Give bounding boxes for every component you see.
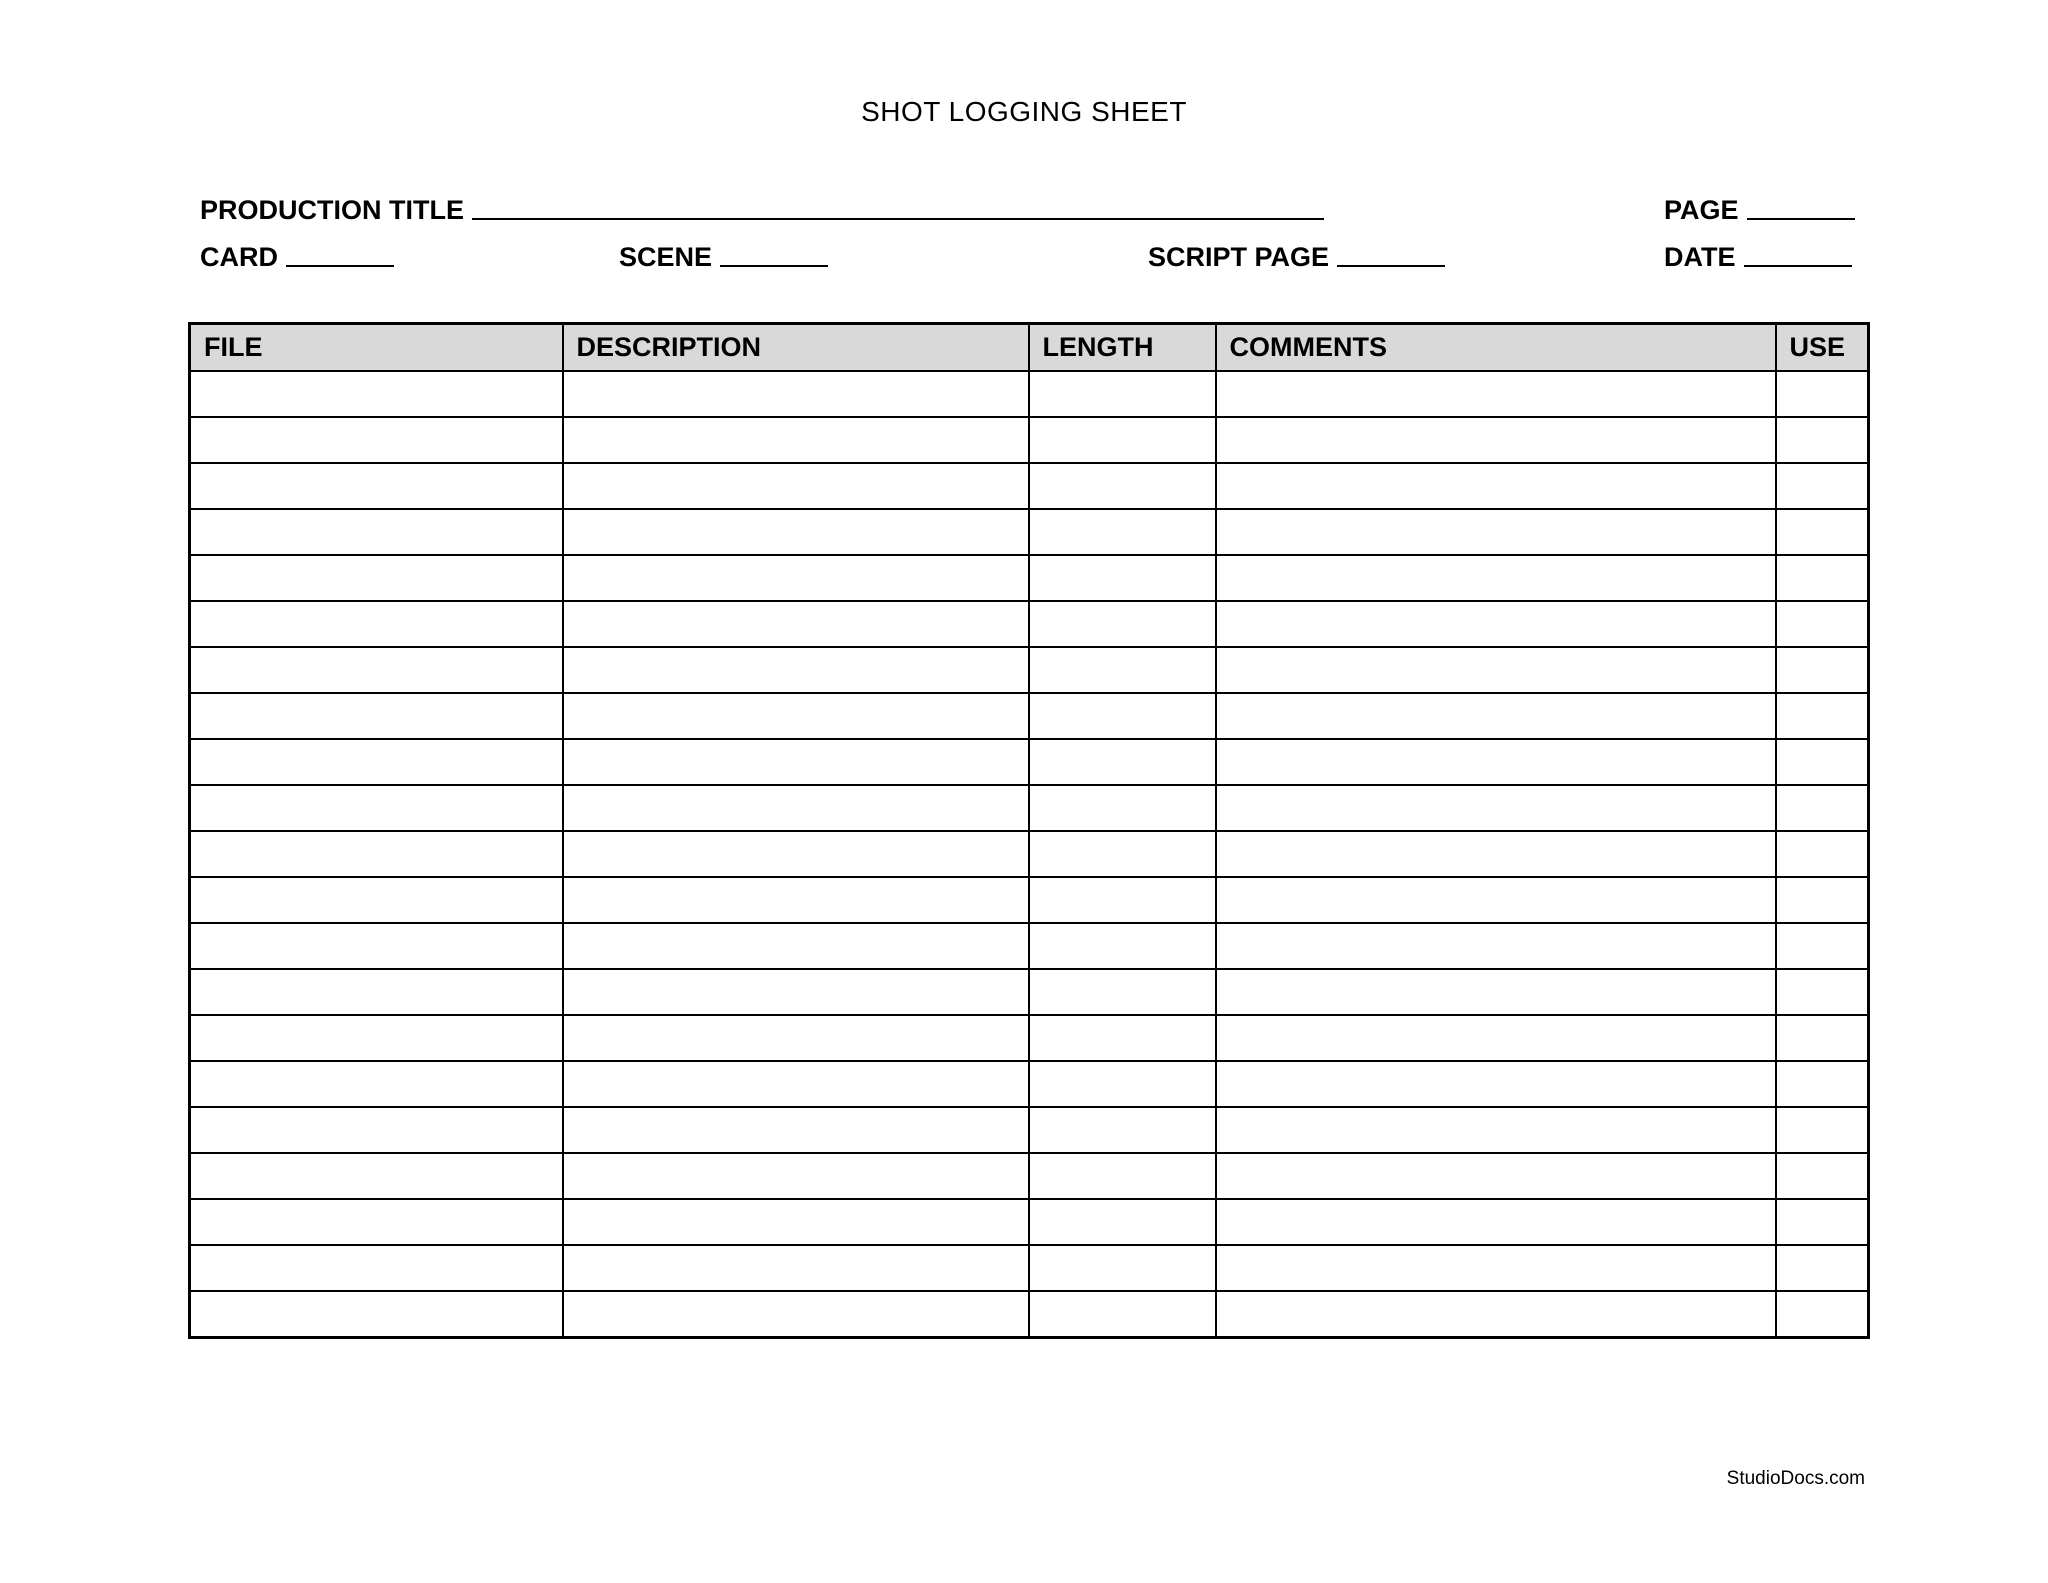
date-line[interactable] [1744, 239, 1852, 267]
cell-file[interactable] [190, 555, 563, 601]
production-title-line[interactable] [472, 192, 1324, 220]
cell-file[interactable] [190, 1061, 563, 1107]
table-row [190, 923, 1869, 969]
cell-description[interactable] [563, 739, 1029, 785]
cell-use[interactable] [1776, 1199, 1869, 1245]
cell-file[interactable] [190, 923, 563, 969]
cell-length[interactable] [1029, 371, 1216, 417]
table-row [190, 647, 1869, 693]
cell-comments[interactable] [1216, 1107, 1776, 1153]
cell-use[interactable] [1776, 601, 1869, 647]
cell-comments[interactable] [1216, 1291, 1776, 1338]
table-row [190, 555, 1869, 601]
cell-length[interactable] [1029, 877, 1216, 923]
cell-description[interactable] [563, 831, 1029, 877]
cell-description[interactable] [563, 693, 1029, 739]
cell-length[interactable] [1029, 923, 1216, 969]
cell-length[interactable] [1029, 1061, 1216, 1107]
table-row [190, 877, 1869, 923]
cell-use[interactable] [1776, 1061, 1869, 1107]
cell-length[interactable] [1029, 1199, 1216, 1245]
page-line[interactable] [1747, 192, 1855, 220]
cell-description[interactable] [563, 1199, 1029, 1245]
table-header-row [190, 324, 1869, 372]
cell-length[interactable] [1029, 831, 1216, 877]
cell-length[interactable] [1029, 739, 1216, 785]
cell-description[interactable] [563, 555, 1029, 601]
cell-description[interactable] [563, 463, 1029, 509]
cell-length[interactable] [1029, 463, 1216, 509]
script-page-field[interactable] [1148, 233, 1445, 273]
cell-file[interactable] [190, 1015, 563, 1061]
cell-use[interactable] [1776, 371, 1869, 417]
cell-description[interactable] [563, 417, 1029, 463]
table-body [190, 371, 1869, 1338]
scene-field[interactable] [619, 233, 828, 273]
document-title: SHOT LOGGING SHEET [861, 96, 1187, 127]
cell-use[interactable] [1776, 831, 1869, 877]
page-label: PAGE [1664, 195, 1739, 225]
cell-use[interactable] [1776, 1107, 1869, 1153]
table-row [190, 693, 1869, 739]
cell-length[interactable] [1029, 1245, 1216, 1291]
table-row [190, 1153, 1869, 1199]
cell-file[interactable] [190, 1291, 563, 1338]
cell-description[interactable] [563, 1107, 1029, 1153]
cell-comments[interactable] [1216, 877, 1776, 923]
cell-comments[interactable] [1216, 555, 1776, 601]
cell-description[interactable] [563, 601, 1029, 647]
cell-length[interactable] [1029, 785, 1216, 831]
table-row [190, 785, 1869, 831]
cell-description[interactable] [563, 1153, 1029, 1199]
cell-file[interactable] [190, 417, 563, 463]
table-row [190, 463, 1869, 509]
cell-length[interactable] [1029, 555, 1216, 601]
scene-line[interactable] [720, 239, 828, 267]
cell-description[interactable] [563, 923, 1029, 969]
production-title-label: PRODUCTION TITLE [200, 195, 464, 225]
cell-description[interactable] [563, 509, 1029, 555]
cell-description[interactable] [563, 371, 1029, 417]
cell-file[interactable] [190, 877, 563, 923]
cell-file[interactable] [190, 509, 563, 555]
cell-use[interactable] [1776, 417, 1869, 463]
cell-description[interactable] [563, 1245, 1029, 1291]
cell-file[interactable] [190, 647, 563, 693]
table-row [190, 831, 1869, 877]
cell-file[interactable] [190, 463, 563, 509]
cell-use[interactable] [1776, 877, 1869, 923]
table-row [190, 1061, 1869, 1107]
cell-file[interactable] [190, 969, 563, 1015]
cell-comments[interactable] [1216, 969, 1776, 1015]
cell-comments[interactable] [1216, 417, 1776, 463]
cell-comments[interactable] [1216, 463, 1776, 509]
cell-comments[interactable] [1216, 693, 1776, 739]
cell-length[interactable] [1029, 1291, 1216, 1338]
table-row [190, 601, 1869, 647]
table-row [190, 1291, 1869, 1338]
cell-use[interactable] [1776, 1245, 1869, 1291]
cell-use[interactable] [1776, 1291, 1869, 1338]
cell-comments[interactable] [1216, 1199, 1776, 1245]
cell-use[interactable] [1776, 923, 1869, 969]
cell-use[interactable] [1776, 785, 1869, 831]
column-header-use: USE [1776, 324, 1869, 372]
cell-length[interactable] [1029, 601, 1216, 647]
cell-comments[interactable] [1216, 831, 1776, 877]
cell-file[interactable] [190, 693, 563, 739]
cell-description[interactable] [563, 1015, 1029, 1061]
production-title-field[interactable] [200, 186, 1324, 226]
cell-description[interactable] [563, 877, 1029, 923]
cell-description[interactable] [563, 785, 1029, 831]
cell-description[interactable] [563, 969, 1029, 1015]
column-header-file: FILE [190, 324, 563, 372]
table-row [190, 509, 1869, 555]
cell-length[interactable] [1029, 647, 1216, 693]
page-field[interactable] [1664, 186, 1855, 226]
cell-comments[interactable] [1216, 371, 1776, 417]
cell-length[interactable] [1029, 509, 1216, 555]
cell-comments[interactable] [1216, 647, 1776, 693]
cell-file[interactable] [190, 371, 563, 417]
cell-file[interactable] [190, 785, 563, 831]
cell-use[interactable] [1776, 555, 1869, 601]
table-row [190, 969, 1869, 1015]
date-label: DATE [1664, 242, 1736, 272]
cell-file[interactable] [190, 739, 563, 785]
cell-length[interactable] [1029, 1107, 1216, 1153]
cell-length[interactable] [1029, 693, 1216, 739]
cell-use[interactable] [1776, 969, 1869, 1015]
cell-file[interactable] [190, 1199, 563, 1245]
cell-comments[interactable] [1216, 739, 1776, 785]
scene-label: SCENE [619, 242, 713, 272]
cell-comments[interactable] [1216, 923, 1776, 969]
cell-use[interactable] [1776, 1153, 1869, 1199]
cell-length[interactable] [1029, 1153, 1216, 1199]
cell-file[interactable] [190, 831, 563, 877]
cell-use[interactable] [1776, 647, 1869, 693]
cell-comments[interactable] [1216, 601, 1776, 647]
cell-comments[interactable] [1216, 1245, 1776, 1291]
cell-comments[interactable] [1216, 509, 1776, 555]
column-header-comments: COMMENTS [1216, 324, 1776, 372]
cell-file[interactable] [190, 1153, 563, 1199]
card-label: CARD [200, 242, 278, 272]
cell-length[interactable] [1029, 1015, 1216, 1061]
cell-description[interactable] [563, 1291, 1029, 1338]
cell-file[interactable] [190, 601, 563, 647]
cell-use[interactable] [1776, 739, 1869, 785]
script-page-label: SCRIPT PAGE [1148, 242, 1330, 272]
cell-length[interactable] [1029, 969, 1216, 1015]
cell-comments[interactable] [1216, 1015, 1776, 1061]
table-row [190, 1107, 1869, 1153]
card-line[interactable] [286, 239, 394, 267]
cell-comments[interactable] [1216, 1153, 1776, 1199]
cell-use[interactable] [1776, 463, 1869, 509]
cell-description[interactable] [563, 647, 1029, 693]
cell-comments[interactable] [1216, 785, 1776, 831]
cell-use[interactable] [1776, 693, 1869, 739]
table-row [190, 1245, 1869, 1291]
date-field[interactable] [1664, 233, 1852, 273]
column-header-length: LENGTH [1029, 324, 1216, 372]
cell-description[interactable] [563, 1061, 1029, 1107]
table-row [190, 739, 1869, 785]
cell-file[interactable] [190, 1107, 563, 1153]
table-row [190, 417, 1869, 463]
footer-credit: StudioDocs.com [1726, 1468, 1865, 1489]
cell-use[interactable] [1776, 509, 1869, 555]
shot-log-table [188, 322, 1870, 1339]
cell-length[interactable] [1029, 417, 1216, 463]
card-field[interactable] [200, 233, 394, 273]
cell-use[interactable] [1776, 1015, 1869, 1061]
column-header-description: DESCRIPTION [563, 324, 1029, 372]
cell-comments[interactable] [1216, 1061, 1776, 1107]
script-page-line[interactable] [1337, 239, 1445, 267]
cell-file[interactable] [190, 1245, 563, 1291]
table-row [190, 1199, 1869, 1245]
table-row [190, 1015, 1869, 1061]
table-row [190, 371, 1869, 417]
